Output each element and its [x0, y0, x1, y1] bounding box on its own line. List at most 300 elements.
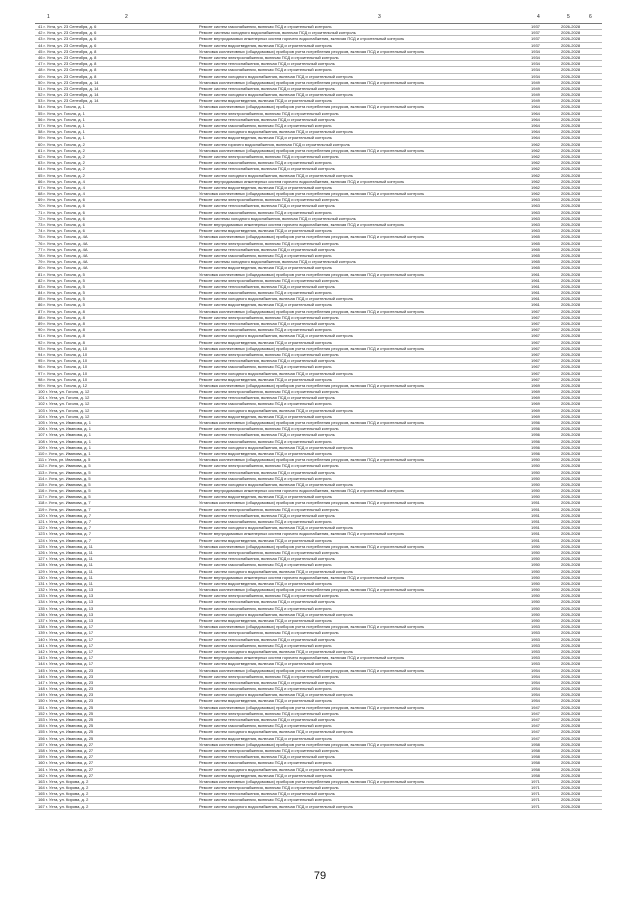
row-period: 2026-2028: [561, 457, 581, 463]
row-work-type: Ремонт систем водоотведения, включая ПСД и строительный контроль: [199, 450, 332, 456]
row-work-type: Ремонт системы холодного водоснабжения, включая ПСД и строительный контроль: [199, 215, 356, 221]
row-address: 46 г. Ухта, ул. 23 Сентября, д. 8: [38, 54, 97, 60]
row-work-type: Установка коллективных (общедомовых) приборов учета потребления ресурсов, включая ПСД и строительный контроль: [199, 624, 425, 630]
row-period: 2026-2028: [561, 302, 581, 308]
row-address: 48 г. Ухта, ул. 23 Сентября, д. 8: [38, 67, 97, 73]
row-address: 110 г. Ухта, ул. Иванова, д. 1: [38, 450, 91, 456]
row-address: 158 г. Ухта, ул. Иванова, д. 27: [38, 747, 94, 753]
row-address: 93 г. Ухта, ул. Гоголя, д. 10: [38, 345, 88, 351]
row-year: 1954: [531, 673, 540, 679]
row-work-type: Ремонт внутридомовых инженерных систем горячего водоснабжения, включая ПСД и строительный контроль: [199, 488, 405, 494]
row-period: 2026-2028: [561, 116, 581, 122]
row-work-type: Установка коллективных (общедомовых) приборов учета потребления ресурсов, включая ПСД и строительный контроль: [199, 345, 425, 351]
row-address: 156 г. Ухта, ул. Иванова, д. 25: [38, 735, 94, 741]
row-work-type: Ремонт систем газоснабжения, включая ПСД и строительный контроль: [199, 642, 332, 648]
row-period: 2026-2028: [561, 667, 581, 673]
row-period: 2026-2028: [561, 24, 581, 29]
row-period: 2026-2028: [561, 48, 581, 54]
row-address: 167 г. Ухта, ул. Кирова, д. 2: [38, 803, 89, 809]
row-year: 1967: [531, 308, 540, 314]
row-address: 78 г. Ухта, ул. Гоголя, д. 4А: [38, 252, 88, 258]
row-year: 1962: [531, 184, 540, 190]
row-work-type: Ремонт систем водоотведения, включая ПСД и строительный контроль: [199, 376, 332, 382]
row-period: 2026-2028: [561, 172, 581, 178]
row-year: 1961: [531, 271, 540, 277]
row-work-type: Ремонт внутридомовых инженерных систем горячего водоснабжения, включая ПСД и строительный контроль: [199, 531, 405, 537]
row-address: 112 г. Ухта, ул. Иванова, д. 5: [38, 463, 91, 469]
row-address: 42 г. Ухта, ул. 23 Сентября, д. 6: [38, 30, 97, 36]
row-year: 1967: [531, 321, 540, 326]
row-year: 1961: [531, 302, 540, 308]
row-period: 2026-2028: [561, 314, 581, 320]
row-address: 166 г. Ухта, ул. Кирова, д. 2: [38, 797, 89, 803]
row-year: 1953: [531, 655, 540, 661]
row-year: 1950: [531, 599, 540, 605]
row-address: 108 г. Ухта, ул. Иванова, д. 1: [38, 438, 91, 444]
row-work-type: Установка коллективных (общедомовых) приборов учета потребления ресурсов, включая ПСД и строительный контроль: [199, 500, 425, 506]
row-year: 1934: [531, 54, 540, 60]
row-period: 2026-2028: [561, 494, 581, 500]
row-address: 162 г. Ухта, ул. Иванова, д. 27: [38, 772, 94, 778]
row-address: 47 г. Ухта, ул. 23 Сентября, д. 8: [38, 61, 97, 67]
row-year: 1958: [531, 760, 540, 766]
row-work-type: Ремонт систем газоснабжения, включая ПСД и строительный контроль: [199, 209, 332, 215]
row-year: 1962: [531, 153, 540, 159]
row-work-type: Установка коллективных (общедомовых) приборов учета потребления ресурсов, включая ПСД и строительный контроль: [199, 741, 425, 747]
header-col-1: 1: [47, 14, 50, 20]
row-year: 1937: [531, 42, 540, 48]
row-work-type: Ремонт систем водоотведения, включая ПСД и строительный контроль: [199, 98, 332, 104]
row-work-type: Ремонт систем холодного водоснабжения, включая ПСД и строительный контроль: [199, 92, 353, 98]
row-year: 1963: [531, 215, 540, 221]
row-address: 141 г. Ухта, ул. Иванова, д. 17: [38, 642, 94, 648]
row-year: 1949: [531, 98, 540, 104]
row-work-type: Ремонт систем газоснабжения, включая ПСД и строительный контроль: [199, 438, 332, 444]
row-year: 1953: [531, 661, 540, 667]
row-year: 1967: [531, 376, 540, 382]
row-year: 1961: [531, 290, 540, 296]
row-period: 2026-2028: [561, 413, 581, 419]
row-address: 121 г. Ухта, ул. Иванова, д. 7: [38, 519, 91, 524]
row-year: 1947: [531, 710, 540, 716]
row-year: 1950: [531, 549, 540, 555]
row-period: 2026-2028: [561, 531, 581, 537]
row-period: 2026-2028: [561, 321, 581, 326]
header-col-5: 5: [567, 14, 570, 20]
row-address: 97 г. Ухта, ул. Гоголя, д. 10: [38, 370, 88, 376]
row-work-type: Ремонт систем теплоснабжения, включая ПСД и строительный контроль: [199, 358, 335, 364]
row-work-type: Ремонт систем холодного водоснабжения, включая ПСД и строительный контроль: [199, 172, 353, 178]
row-year: 1953: [531, 642, 540, 648]
row-period: 2026-2028: [561, 543, 581, 549]
row-year: 1967: [531, 333, 540, 339]
row-address: 77 г. Ухта, ул. Гоголя, д. 4А: [38, 246, 88, 252]
row-work-type: Ремонт систем холодного водоснабжения, включая ПСД и строительный контроль: [199, 370, 353, 376]
row-address: 63 г. Ухта, ул. Гоголя, д. 2: [38, 160, 85, 166]
row-work-type: Установка коллективных (общедомовых) приборов учета потребления ресурсов, включая ПСД и строительный контроль: [199, 271, 425, 277]
row-work-type: Ремонт систем водоотведения, включая ПСД и строительный контроль: [199, 735, 332, 741]
row-work-type: Ремонт систем теплоснабжения, включая ПСД и строительный контроль: [199, 116, 335, 122]
row-period: 2026-2028: [561, 537, 581, 543]
row-year: 1950: [531, 587, 540, 593]
row-address: 145 г. Ухта, ул. Иванова, д. 23: [38, 667, 94, 673]
row-period: 2026-2028: [561, 661, 581, 667]
row-address: 95 г. Ухта, ул. Гоголя, д. 10: [38, 358, 88, 364]
row-address: 109 г. Ухта, ул. Иванова, д. 1: [38, 444, 91, 450]
row-work-type: Ремонт систем электроснабжения, включая ПСД и строительный контроль: [199, 593, 339, 599]
row-year: 1958: [531, 754, 540, 760]
row-address: 143 г. Ухта, ул. Иванова, д. 17: [38, 655, 94, 661]
row-work-type: Ремонт систем электроснабжения, включая ПСД и строительный контроль: [199, 389, 339, 395]
row-address: 82 г. Ухта, ул. Гоголя, д. 5: [38, 277, 85, 283]
row-period: 2026-2028: [561, 73, 581, 79]
row-work-type: Установка коллективных (общедомовых) приборов учета потребления ресурсов, включая ПСД и строительный контроль: [199, 778, 425, 784]
row-period: 2026-2028: [561, 655, 581, 661]
row-year: 1951: [531, 531, 540, 537]
row-period: 2026-2028: [561, 184, 581, 190]
row-work-type: Ремонт систем холодного водоснабжения, включая ПСД и строительный контроль: [199, 525, 353, 531]
row-work-type: Установка коллективных (общедомовых) приборов учета потребления ресурсов, включая ПСД и строительный контроль: [199, 234, 425, 240]
row-year: 1950: [531, 457, 540, 463]
row-year: 1951: [531, 506, 540, 512]
row-period: 2026-2028: [561, 401, 581, 407]
row-year: 1958: [531, 766, 540, 772]
header-col-4: 4: [537, 14, 540, 20]
row-year: 1953: [531, 648, 540, 654]
row-work-type: Ремонт систем газоснабжения, включая ПСД и строительный контроль: [199, 605, 332, 611]
row-year: 1962: [531, 147, 540, 153]
row-period: 2026-2028: [561, 791, 581, 797]
row-period: 2026-2028: [561, 735, 581, 741]
row-year: 1969: [531, 407, 540, 413]
row-period: 2026-2028: [561, 407, 581, 413]
row-period: 2026-2028: [561, 92, 581, 98]
row-period: 2026-2028: [561, 611, 581, 617]
row-period: 2026-2028: [561, 450, 581, 456]
row-year: 1965: [531, 259, 540, 265]
row-period: 2026-2028: [561, 166, 581, 172]
row-work-type: Ремонт системы холодного водоснабжения, включая ПСД и строительный контроль: [199, 259, 356, 265]
row-work-type: Ремонт систем холодного водоснабжения, включая ПСД и строительный контроль: [199, 729, 353, 735]
row-work-type: Ремонт систем газоснабжения, включая ПСД и строительный контроль: [199, 290, 332, 296]
row-period: 2026-2028: [561, 618, 581, 623]
row-address: 52 г. Ухта, ул. 23 Сентября, д. 14: [38, 92, 99, 98]
row-year: 1950: [531, 481, 540, 487]
row-year: 1961: [531, 283, 540, 289]
row-address: 75 г. Ухта, ул. Гоголя, д. 4А: [38, 234, 88, 240]
row-work-type: Ремонт систем электроснабжения, включая ПСД и строительный контроль: [199, 747, 339, 753]
row-work-type: Ремонт систем теплоснабжения, включая ПСД и строительный контроль: [199, 599, 335, 605]
row-work-type: Ремонт систем электроснабжения, включая ПСД и строительный контроль: [199, 277, 339, 283]
row-work-type: Ремонт систем газоснабжения, включая ПСД и строительный контроль: [199, 562, 332, 568]
row-work-type: Установка коллективных (общедомовых) приборов учета потребления ресурсов, включая ПСД и строительный контроль: [199, 147, 425, 153]
row-period: 2026-2028: [561, 228, 581, 234]
row-year: 1964: [531, 110, 540, 116]
row-year: 1949: [531, 85, 540, 91]
row-year: 1950: [531, 475, 540, 481]
row-period: 2026-2028: [561, 797, 581, 803]
row-period: 2026-2028: [561, 240, 581, 246]
row-year: 1956: [531, 444, 540, 450]
row-address: 83 г. Ухта, ул. Гоголя, д. 5: [38, 283, 85, 289]
row-year: 1953: [531, 624, 540, 630]
row-year: 1967: [531, 370, 540, 376]
row-year: 1950: [531, 611, 540, 617]
row-address: 116 г. Ухта, ул. Иванова, д. 5: [38, 488, 91, 494]
row-work-type: Ремонт систем газоснабжения, включая ПСД и строительный контроль: [199, 252, 332, 258]
row-address: 104 г. Ухта, ул. Гоголя, д. 12: [38, 413, 90, 419]
row-year: 1965: [531, 246, 540, 252]
row-work-type: Ремонт систем холодного водоснабжения, включая ПСД и строительный контроль: [199, 407, 353, 413]
row-work-type: Ремонт систем теплоснабжения, включая ПСД и строительный контроль: [199, 85, 335, 91]
row-year: 1947: [531, 735, 540, 741]
header-col-6: 6: [589, 14, 592, 20]
row-work-type: Установка коллективных (общедомовых) приборов учета потребления ресурсов, включая ПСД и строительный контроль: [199, 79, 425, 85]
row-period: 2026-2028: [561, 42, 581, 48]
row-work-type: Ремонт систем электроснабжения, включая ПСД и строительный контроль: [199, 197, 339, 203]
row-period: 2026-2028: [561, 488, 581, 494]
row-address: 135 г. Ухта, ул. Иванова, д. 13: [38, 605, 94, 611]
row-year: 1950: [531, 469, 540, 475]
row-period: 2026-2028: [561, 754, 581, 760]
row-address: 125 г. Ухта, ул. Иванова, д. 11: [38, 543, 93, 549]
row-address: 137 г. Ухта, ул. Иванова, д. 13: [38, 618, 94, 623]
row-work-type: Ремонт систем теплоснабжения, включая ПСД и строительный контроль: [199, 636, 335, 642]
row-work-type: Ремонт систем газоснабжения, включая ПСД и строительный контроль: [199, 760, 332, 766]
row-year: 1963: [531, 197, 540, 203]
row-year: 1934: [531, 61, 540, 67]
row-year: 1950: [531, 562, 540, 568]
row-period: 2026-2028: [561, 345, 581, 351]
row-period: 2026-2028: [561, 327, 581, 333]
row-year: 1953: [531, 636, 540, 642]
row-work-type: Ремонт систем водоотведения, включая ПСД и строительный контроль: [199, 494, 332, 500]
row-address: 94 г. Ухта, ул. Гоголя, д. 10: [38, 351, 88, 357]
row-year: 1969: [531, 401, 540, 407]
row-year: 1962: [531, 191, 540, 197]
row-period: 2026-2028: [561, 110, 581, 116]
row-address: 64 г. Ухта, ул. Гоголя, д. 2: [38, 166, 85, 172]
row-period: 2026-2028: [561, 61, 581, 67]
row-year: 1947: [531, 704, 540, 710]
row-year: 1962: [531, 178, 540, 184]
row-address: 126 г. Ухта, ул. Иванова, д. 11: [38, 549, 93, 555]
row-period: 2026-2028: [561, 85, 581, 91]
row-period: 2026-2028: [561, 432, 581, 438]
row-work-type: Ремонт систем водоотведения, включая ПСД и строительный контроль: [199, 135, 332, 141]
row-work-type: Ремонт систем теплоснабжения, включая ПСД и строительный контроль: [199, 717, 335, 722]
table-body: [35, 24, 602, 810]
row-address: 49 г. Ухта, ул. 23 Сентября, д. 8: [38, 73, 97, 79]
row-period: 2026-2028: [561, 160, 581, 166]
row-year: 1958: [531, 747, 540, 753]
row-period: 2026-2028: [561, 698, 581, 704]
row-address: 80 г. Ухта, ул. Гоголя, д. 4А: [38, 265, 88, 271]
row-address: 91 г. Ухта, ул. Гоголя, д. 8: [38, 333, 85, 339]
row-address: 122 г. Ухта, ул. Иванова, д. 7: [38, 525, 91, 531]
row-address: 123 г. Ухта, ул. Иванова, д. 7: [38, 531, 91, 537]
row-period: 2026-2028: [561, 215, 581, 221]
row-year: 1971: [531, 803, 540, 809]
row-work-type: Ремонт систем электроснабжения, включая ПСД и строительный контроль: [199, 549, 339, 555]
row-year: 1954: [531, 692, 540, 698]
row-work-type: Ремонт систем горячего водоснабжения, включая ПСД и строительный контроль: [199, 141, 350, 147]
row-address: 133 г. Ухта, ул. Иванова, д. 13: [38, 593, 94, 599]
row-address: 157 г. Ухта, ул. Иванова, д. 27: [38, 741, 94, 747]
row-year: 1950: [531, 593, 540, 599]
row-year: 1934: [531, 48, 540, 54]
row-address: 150 г. Ухта, ул. Иванова, д. 23: [38, 698, 94, 704]
row-work-type: Ремонт систем теплоснабжения, включая ПСД и строительный контроль: [199, 469, 335, 475]
row-year: 1964: [531, 123, 540, 128]
row-year: 1937: [531, 36, 540, 42]
row-period: 2026-2028: [561, 351, 581, 357]
row-year: 1964: [531, 104, 540, 110]
row-period: 2026-2028: [561, 679, 581, 685]
row-address: 70 г. Ухта, ул. Гоголя, д. 6: [38, 203, 85, 209]
row-year: 1962: [531, 172, 540, 178]
row-work-type: Ремонт систем электроснабжения, включая ПСД и строительный контроль: [199, 785, 339, 791]
row-period: 2026-2028: [561, 444, 581, 450]
row-work-type: Ремонт систем газоснабжения, включая ПСД и строительный контроль: [199, 364, 332, 370]
row-period: 2026-2028: [561, 605, 581, 611]
row-year: 1950: [531, 463, 540, 469]
row-work-type: Ремонт систем электроснабжения, включая ПСД и строительный контроль: [199, 240, 339, 246]
row-period: 2026-2028: [561, 624, 581, 630]
row-work-type: Ремонт внутридомовых инженерных систем горячего водоснабжения, включая ПСД и строительный контроль: [199, 222, 405, 227]
row-year: 1967: [531, 339, 540, 345]
row-period: 2026-2028: [561, 704, 581, 710]
row-period: 2026-2028: [561, 686, 581, 692]
row-address: 79 г. Ухта, ул. Гоголя, д. 4А: [38, 259, 88, 265]
row-period: 2026-2028: [561, 252, 581, 258]
row-work-type: Установка коллективных (общедомовых) приборов учета потребления ресурсов, включая ПСД и строительный контроль: [199, 667, 425, 673]
row-work-type: Ремонт систем холодного водоснабжения, включая ПСД и строительный контроль: [199, 444, 353, 450]
row-work-type: Ремонт систем газоснабжения, включая ПСД и строительный контроль: [199, 475, 332, 481]
row-work-type: Ремонт систем электроснабжения, включая ПСД и строительный контроль: [199, 351, 339, 357]
row-work-type: Ремонт систем водоотведения, включая ПСД и строительный контроль: [199, 339, 332, 345]
row-work-type: Ремонт систем электроснабжения, включая ПСД и строительный контроль: [199, 54, 339, 60]
row-year: 1967: [531, 327, 540, 333]
row-year: 1950: [531, 618, 540, 623]
row-year: 1963: [531, 222, 540, 227]
row-year: 1969: [531, 413, 540, 419]
row-work-type: Ремонт систем теплоснабжения, включая ПСД и строительный контроль: [199, 512, 335, 518]
row-period: 2026-2028: [561, 593, 581, 599]
row-year: 1951: [531, 512, 540, 518]
row-work-type: Ремонт систем теплоснабжения, включая ПСД и строительный контроль: [199, 61, 335, 67]
row-year: 1956: [531, 426, 540, 432]
row-year: 1954: [531, 667, 540, 673]
row-year: 1969: [531, 382, 540, 388]
row-work-type: Ремонт внутридомовых инженерных систем горячего водоснабжения, включая ПСД и строительный контроль: [199, 178, 405, 184]
header-col-2: 2: [125, 14, 128, 20]
row-address: 73 г. Ухта, ул. Гоголя, д. 6: [38, 222, 85, 227]
row-address: 67 г. Ухта, ул. Гоголя, д. 4: [38, 184, 85, 190]
row-address: 165 г. Ухта, ул. Кирова, д. 2: [38, 791, 89, 797]
row-address: 84 г. Ухта, ул. Гоголя, д. 5: [38, 290, 85, 296]
row-address: 43 г. Ухта, ул. 23 Сентября, д. 6: [38, 36, 97, 42]
row-period: 2026-2028: [561, 469, 581, 475]
row-address: 140 г. Ухта, ул. Иванова, д. 17: [38, 636, 94, 642]
row-period: 2026-2028: [561, 710, 581, 716]
row-address: 100 г. Ухта, ул. Гоголя, д. 12: [38, 389, 90, 395]
row-address: 134 г. Ухта, ул. Иванова, д. 13: [38, 599, 94, 605]
row-work-type: Ремонт систем электроснабжения, включая ПСД и строительный контроль: [199, 710, 339, 716]
row-address: 129 г. Ухта, ул. Иванова, д. 11: [38, 568, 93, 574]
row-period: 2026-2028: [561, 760, 581, 766]
row-period: 2026-2028: [561, 296, 581, 302]
row-address: 155 г. Ухта, ул. Иванова, д. 25: [38, 729, 94, 735]
row-work-type: Ремонт систем теплоснабжения, включая ПСД и строительный контроль: [199, 321, 335, 326]
row-work-type: Установка коллективных (общедомовых) приборов учета потребления ресурсов, включая ПСД и строительный контроль: [199, 308, 425, 314]
row-work-type: Ремонт систем теплоснабжения, включая ПСД и строительный контроль: [199, 203, 335, 209]
row-address: 113 г. Ухта, ул. Иванова, д. 5: [38, 469, 91, 475]
row-period: 2026-2028: [561, 147, 581, 153]
row-address: 117 г. Ухта, ул. Иванова, д. 5: [38, 494, 91, 500]
row-year: 1958: [531, 741, 540, 747]
row-address: 58 г. Ухта, ул. Гоголя, д. 1: [38, 129, 85, 135]
row-period: 2026-2028: [561, 519, 581, 524]
row-work-type: Ремонт систем холодного водоснабжения, включая ПСД и строительный контроль: [199, 692, 353, 698]
row-period: 2026-2028: [561, 481, 581, 487]
row-address: 146 г. Ухта, ул. Иванова, д. 23: [38, 673, 94, 679]
row-address: 111 г. Ухта, ул. Иванова, д. 5: [38, 457, 91, 463]
row-address: 69 г. Ухта, ул. Гоголя, д. 6: [38, 197, 85, 203]
row-work-type: Ремонт систем холодного водоснабжения, включая ПСД и строительный контроль: [199, 73, 353, 79]
row-year: 1963: [531, 203, 540, 209]
row-address: 114 г. Ухта, ул. Иванова, д. 5: [38, 475, 91, 481]
row-period: 2026-2028: [561, 785, 581, 791]
row-address: 72 г. Ухта, ул. Гоголя, д. 6: [38, 215, 85, 221]
row-work-type: Ремонт систем газоснабжения, включая ПСД и строительный контроль: [199, 723, 332, 729]
row-address: 65 г. Ухта, ул. Гоголя, д. 2: [38, 172, 85, 178]
row-work-type: Ремонт систем водоотведения, включая ПСД и строительный контроль: [199, 184, 332, 190]
row-address: 98 г. Ухта, ул. Гоголя, д. 10: [38, 376, 88, 382]
row-year: 1967: [531, 364, 540, 370]
row-period: 2026-2028: [561, 277, 581, 283]
row-address: 151 г. Ухта, ул. Иванова, д. 25: [38, 704, 94, 710]
row-period: 2026-2028: [561, 104, 581, 110]
row-period: 2026-2028: [561, 803, 581, 809]
row-period: 2026-2028: [561, 673, 581, 679]
row-work-type: Ремонт систем холодного водоснабжения, включая ПСД и строительный контроль: [199, 568, 353, 574]
row-address: 142 г. Ухта, ул. Иванова, д. 17: [38, 648, 94, 654]
row-work-type: Ремонт систем водоотведения, включая ПСД и строительный контроль: [199, 413, 332, 419]
row-work-type: Ремонт систем электроснабжения, включая ПСД и строительный контроль: [199, 153, 339, 159]
row-year: 1965: [531, 252, 540, 258]
row-period: 2026-2028: [561, 283, 581, 289]
row-year: 1967: [531, 314, 540, 320]
row-work-type: Ремонт систем газоснабжения, включая ПСД и строительный контроль: [199, 67, 332, 73]
row-period: 2026-2028: [561, 766, 581, 772]
row-year: 1954: [531, 686, 540, 692]
row-address: 101 г. Ухта, ул. Гоголя, д. 12: [38, 395, 90, 401]
row-address: 124 г. Ухта, ул. Иванова, д. 7: [38, 537, 91, 543]
row-year: 1969: [531, 389, 540, 395]
row-work-type: Установка коллективных (общедомовых) приборов учета потребления ресурсов, включая ПСД и строительный контроль: [199, 704, 425, 710]
row-work-type: Ремонт систем газоснабжения, включая ПСД и строительный контроль: [199, 24, 332, 29]
row-address: 54 г. Ухта, ул. Гоголя, д. 1: [38, 104, 85, 110]
table-header: [35, 13, 602, 24]
row-period: 2026-2028: [561, 135, 581, 141]
row-work-type: Ремонт систем теплоснабжения, включая ПСД и строительный контроль: [199, 754, 335, 760]
table-row: [35, 804, 602, 810]
row-year: 1954: [531, 698, 540, 704]
row-work-type: Ремонт внутридомовых инженерных систем горячего водоснабжения, включая ПСД и строительный контроль: [199, 655, 405, 661]
row-period: 2026-2028: [561, 723, 581, 729]
row-work-type: Ремонт систем водоотведения, включая ПСД и строительный контроль: [199, 618, 332, 623]
